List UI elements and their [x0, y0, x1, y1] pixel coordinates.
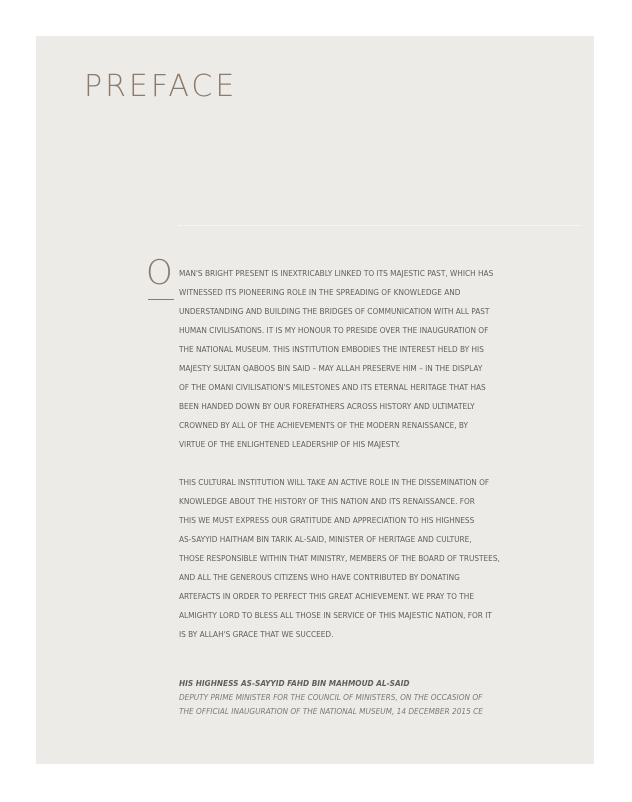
paragraph-line: OF THE OMANI CIVILISATION'S MILESTONES AND ITS ETERNAL HERITAGE THAT HAS: [179, 382, 486, 392]
paragraph-line: IS BY ALLAH'S GRACE THAT WE SUCCEED.: [179, 629, 334, 639]
drop-cap-letter: O: [146, 253, 173, 293]
paragraph-line: THE NATIONAL MUSEUM. THIS INSTITUTION EMBODIES THE INTEREST HELD BY HIS: [179, 344, 484, 354]
paragraph-line: AS-SAYYID HAITHAM BIN TARIK AL-SAID, MINISTER OF HERITAGE AND CULTURE,: [179, 534, 472, 544]
signatory-occasion: THE OFFICIAL INAUGURATION OF THE NATIONAL MUSEUM, 14 DECEMBER 2015 CE: [179, 706, 483, 716]
paragraph-line: HUMAN CIVILISATIONS. IT IS MY HONOUR TO PRESIDE OVER THE INAUGURATION OF: [179, 325, 489, 335]
preface-body: [179, 264, 549, 644]
paragraph-line: THOSE RESPONSIBLE WITHIN THAT MINISTRY, MEMBERS OF THE BOARD OF TRUSTEES,: [179, 553, 500, 563]
paragraph-line: KNOWLEDGE ABOUT THE HISTORY OF THIS NATION AND ITS RENAISSANCE. FOR: [179, 496, 475, 506]
signatory-name: HIS HIGHNESS AS-SAYYID FAHD BIN MAHMOUD AL-SAID: [179, 678, 410, 688]
page-title: PREFACE: [84, 69, 238, 104]
paragraph-line: MAJESTY SULTAN QABOOS BIN SAID – MAY ALLAH PRESERVE HIM – IN THE DISPLAY: [179, 363, 483, 373]
paragraph-line: CROWNED BY ALL OF THE ACHIEVEMENTS OF THE MODERN RENAISSANCE, BY: [179, 420, 469, 430]
dotted-divider: [178, 225, 581, 226]
paragraph-line: VIRTUE OF THE ENLIGHTENED LEADERSHIP OF HIS MAJESTY.: [179, 439, 401, 449]
paragraph-line: THIS CULTURAL INSTITUTION WILL TAKE AN ACTIVE ROLE IN THE DISSEMINATION OF: [179, 477, 490, 487]
signatory-role: DEPUTY PRIME MINISTER FOR THE COUNCIL OF MINISTERS, ON THE OCCASION OF: [179, 692, 483, 702]
paragraph-line: WITNESSED ITS PIONEERING ROLE IN THE SPREADING OF KNOWLEDGE AND: [179, 287, 461, 297]
paragraph-line: BEEN HANDED DOWN BY OUR FOREFATHERS ACROSS HISTORY AND ULTIMATELY: [179, 401, 475, 411]
paragraph-line: ARTEFACTS IN ORDER TO PERFECT THIS GREAT ACHIEVEMENT. WE PRAY TO THE: [179, 591, 474, 601]
paragraph-line: AND ALL THE GENEROUS CITIZENS WHO HAVE CONTRIBUTED BY DONATING: [179, 572, 460, 582]
paragraph-line: UNDERSTANDING AND BUILDING THE BRIDGES OF COMMUNICATION WITH ALL PAST: [179, 306, 490, 316]
paragraph-line: ALMIGHTY LORD TO BLESS ALL THOSE IN SERVICE OF THIS MAJESTIC NATION, FOR IT: [179, 610, 492, 620]
paragraph-line: THIS WE MUST EXPRESS OUR GRATITUDE AND APPRECIATION TO HIS HIGHNESS: [179, 515, 475, 525]
paragraph-1: [179, 264, 549, 454]
signature-block: [179, 676, 579, 718]
paragraph-line: MAN'S BRIGHT PRESENT IS INEXTRICABLY LINKED TO ITS MAJESTIC PAST, WHICH HAS: [179, 268, 494, 278]
drop-cap-underline: [148, 299, 174, 300]
paragraph-2: [179, 473, 549, 644]
document-page: [36, 36, 594, 764]
